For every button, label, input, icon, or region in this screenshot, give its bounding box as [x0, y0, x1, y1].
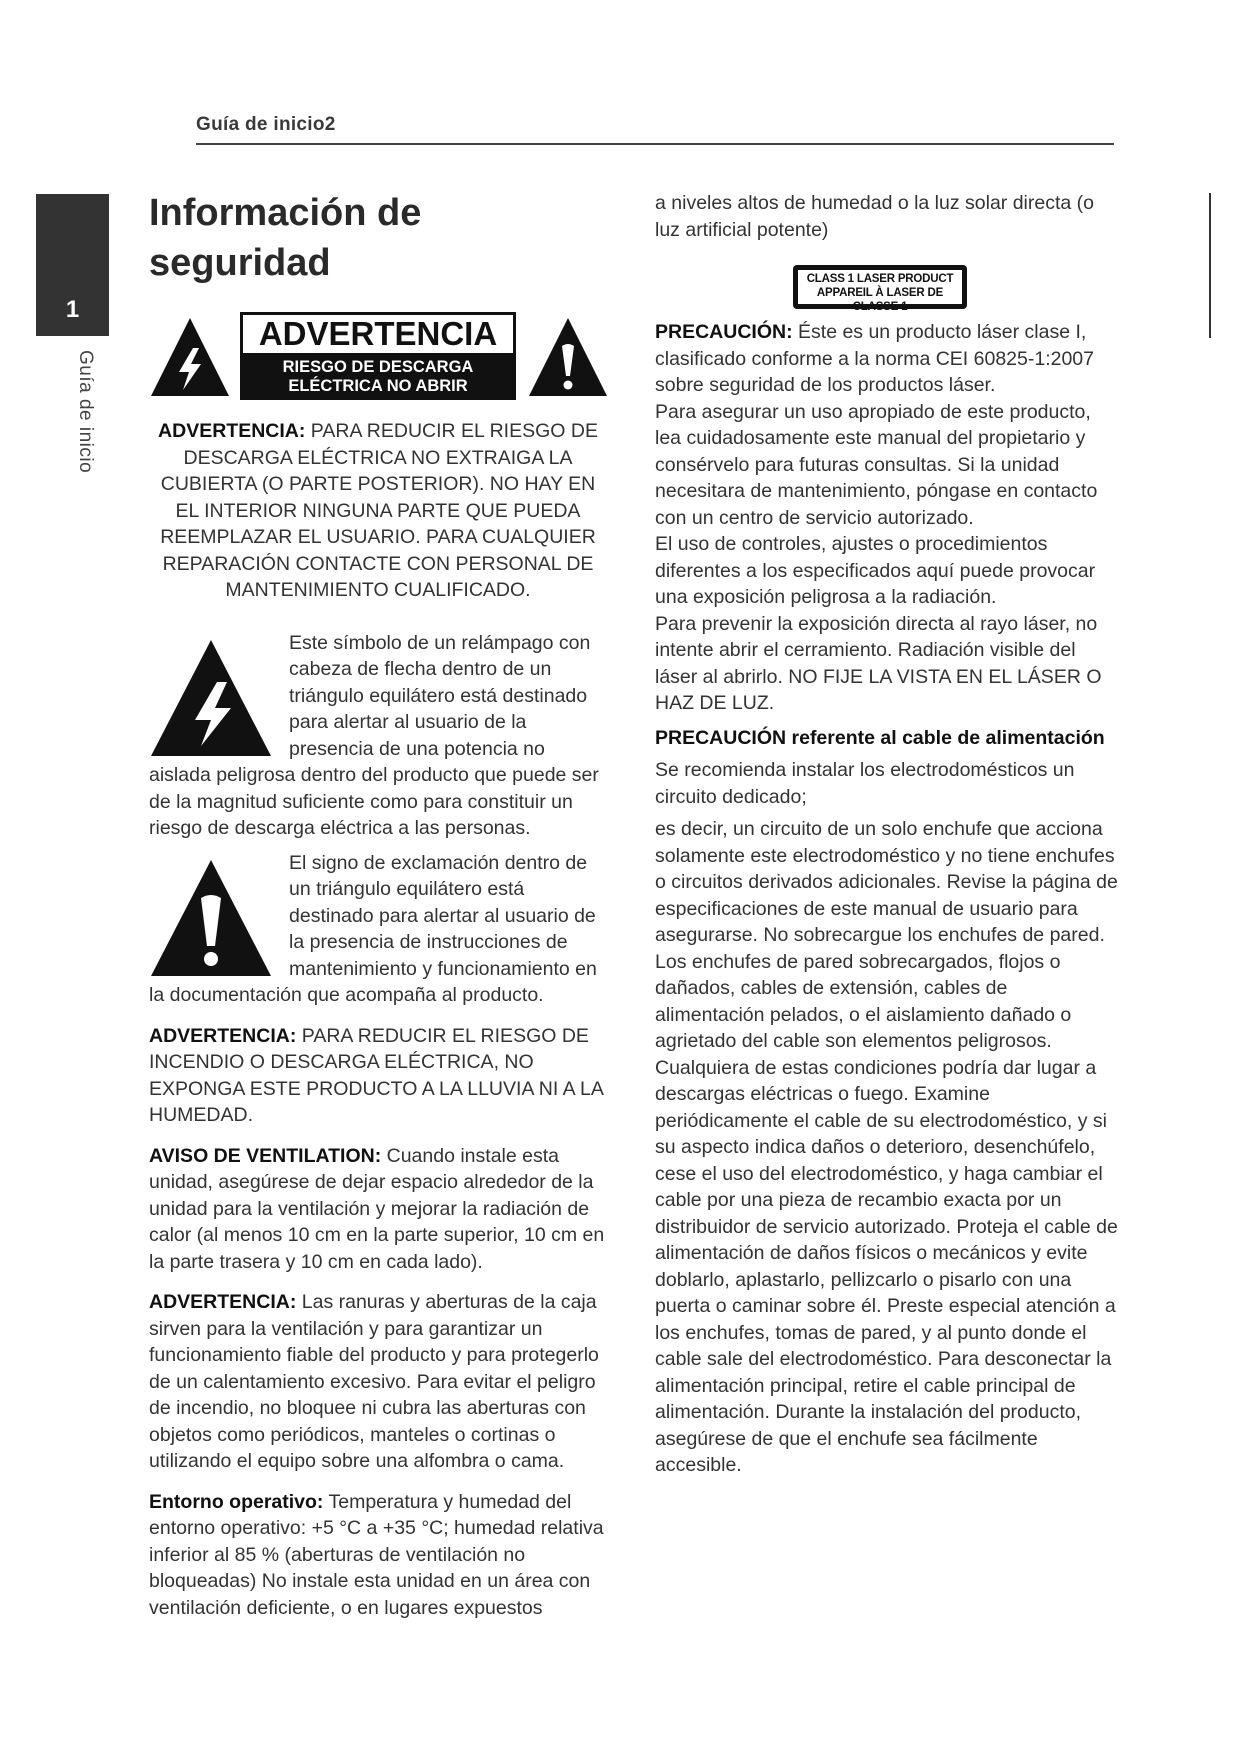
- warning-paragraph-1: [149, 418, 607, 604]
- laser-caution-paragraph: [655, 319, 1118, 399]
- header-rule: [196, 143, 1114, 145]
- warning-paragraph-2: [149, 1023, 607, 1129]
- edge-marker: [1209, 193, 1211, 338]
- ventilation-lead: AVISO DE VENTILATION:: [149, 1144, 382, 1167]
- caution-lead: PRECAUCIÓN:: [655, 321, 793, 343]
- warning-label-line1: RIESGO DE DESCARGA: [282, 358, 474, 376]
- exclamation-symbol-paragraph: [149, 850, 607, 1009]
- warning-lead: ADVERTENCIA:: [149, 1291, 297, 1313]
- caution-text: Éste es un producto láser clase I, clasificado conforme a la norma CEI 60825-1:2007 sobre seguridad de los productos láser.: [655, 321, 1094, 396]
- warning-text: Las ranuras y aberturas de la caja sirven para la ventilación y para garantizar un funcionamiento fiable del producto y para protegerlo de un calentamiento excesivo. Para evitar el peligro de incendio, no bloquee ni cubra las aberturas con objetos como periódicos, manteles o cortinas o utilizando el equipo sobre una alfombra o cama.: [149, 1291, 599, 1472]
- power-cord-paragraph-2: es decir, un circuito de un solo enchufe que acciona solamente este electrodoméstico y no tiene enchufes o circuitos derivados adicionales. Revise la página de especificaciones de este manual de usuario para asegurarse. No sobrecargue los enchufes de pared. Los enchufes de pared sobrecargados, flojos o dañados, cables de extensión, cables de alimentación pelados, o el aislamiento dañado o agrietado del cable son elementos peligrosos. Cualquiera de estas condiciones podría dar lugar a descargas eléctricas o fuego. Examine periódicamente el cable de su electrodoméstico, y si su aspecto indica daños o deterioro, desenchúfelo, cese el uso del electrodoméstico, y haga cambiar el cable por una pieza de recambio exacta por un distribuidor de servicio autorizado. Proteja el cable de alimentación de daños físicos o mecánicos y evite doblarlo, aplastarlo, pellizcarlo o pisarlo con una puerta o caminar sobre él. Preste especial atención a los enchufes, tomas de pared, y al punto donde el cable sale del electrodoméstico. Para desconectar la alimentación principal, retire el cable principal de alimentación. Durante la instalación del producto, asegúrese de que el enchufe sea fácilmente accesible.: [655, 818, 1118, 1476]
- warning-lead: ADVERTENCIA:: [149, 1024, 297, 1047]
- page-title: Información de seguridad: [149, 192, 422, 284]
- lightning-symbol-text: Este símbolo de un relámpago con cabeza de flecha dentro de un triángulo equilátero está destinado para alertar al usuario de la presencia de una potencia no aislada peligrosa dentro del producto que puede ser de la magnitud suficiente como para constituir un riesgo de descarga eléctrica a las personas.: [149, 631, 599, 839]
- power-cord-paragraph-1: Se recomienda instalar los electrodomésticos un circuito dedicado;: [655, 759, 1075, 808]
- laser-label-inner: [798, 270, 962, 313]
- warning-text: PARA REDUCIR EL RIESGO DE INCENDIO O DESCARGA ELÉCTRICA, NO EXPONGA ESTE PRODUCTO A LA LLUVIA NI A LA HUMEDAD.: [149, 1024, 603, 1126]
- chapter-tab: [36, 194, 109, 336]
- environment-lead: Entorno operativo:: [149, 1490, 324, 1513]
- warning-lead: ADVERTENCIA:: [158, 420, 306, 442]
- warning-label-subtitle: [240, 358, 516, 396]
- exclamation-triangle-icon: [527, 316, 609, 398]
- environment-text: Temperatura y humedad del entorno operativo: +5 °C a +35 °C; humedad relativa inferior al 85 % (aberturas de ventilación no bloqueadas) No instale esta unidad en un área con ventilación deficiente, o en lugares expuestos: [149, 1490, 604, 1619]
- continuation-text: a niveles altos de humedad o la luz solar directa (o luz artificial potente): [655, 192, 1094, 241]
- laser-exposure-paragraph: Para prevenir la exposición directa al rayo láser, no intente abrir el cerramiento. Radiación visible del láser al abrirlo. NO FIJE LA VISTA EN EL LÁSER O HAZ DE LUZ.: [655, 612, 1102, 714]
- power-cord-heading: PRECAUCIÓN referente al cable de alimentación: [655, 726, 1105, 749]
- laser-label-line2: APPAREIL À LASER DE CLASSE 1: [816, 287, 944, 313]
- warning-label-line2: ELÉCTRICA NO ABRIR: [288, 377, 468, 395]
- warning-label-block: [149, 310, 607, 418]
- chapter-number: 1: [65, 296, 80, 323]
- environment-paragraph: [149, 1489, 607, 1622]
- laser-label-line1: CLASS 1 LASER PRODUCT: [806, 273, 954, 285]
- left-column: [149, 188, 607, 1621]
- manual-paragraph: Para asegurar un uso apropiado de este producto, lea cuidadosamente este manual del propietario y consérvelo para futuras consultas. Si la unidad necesitara de mantenimiento, póngase en contacto con un centro de servicio autorizado.: [655, 400, 1098, 529]
- lightning-triangle-icon: [149, 316, 231, 398]
- controls-paragraph: El uso de controles, ajustes o procedimientos diferentes a los especificados aquí puede provocar una exposición peligrosa a la radiación.: [655, 533, 1096, 608]
- laser-class-label: [793, 265, 967, 313]
- right-column: [655, 190, 1118, 1479]
- warning-label-title: ADVERTENCIA: [243, 315, 513, 353]
- running-header: Guía de inicio2: [196, 114, 336, 135]
- lightning-symbol-paragraph: [149, 630, 607, 842]
- warning-paragraph-3: [149, 1289, 607, 1475]
- warning-text: PARA REDUCIR EL RIESGO DE DESCARGA ELÉCTRICA NO EXTRAIGA LA CUBIERTA (O PARTE POSTERIOR). NO HAY EN EL INTERIOR NINGUNA PARTE QUE PUEDA REEMPLAZAR EL USUARIO. PARA CUALQUIER REPARACIÓN CONTACTE CON PERSONAL DE MANTENIMIENTO CUALIFICADO.: [160, 420, 598, 601]
- ventilation-text: Cuando instale esta unidad, asegúrese de dejar espacio alrededor de la unidad para la ventilación y mejorar la radiación de calor (al menos 10 cm en la parte superior, 10 cm en la parte trasera y 10 cm en cada lado).: [149, 1144, 605, 1273]
- chapter-label: Guía de inicio: [75, 350, 96, 474]
- lightning-symbol-icon: [149, 638, 273, 758]
- exclamation-symbol-text: El signo de exclamación dentro de un triángulo equilátero está destinado para alertar al usuario de la presencia de instrucciones de mantenimiento y funcionamiento en la documentación que acompaña al producto.: [149, 851, 597, 1006]
- ventilation-paragraph: [149, 1143, 607, 1276]
- exclamation-symbol-icon: [149, 858, 273, 978]
- warning-label: [240, 312, 516, 400]
